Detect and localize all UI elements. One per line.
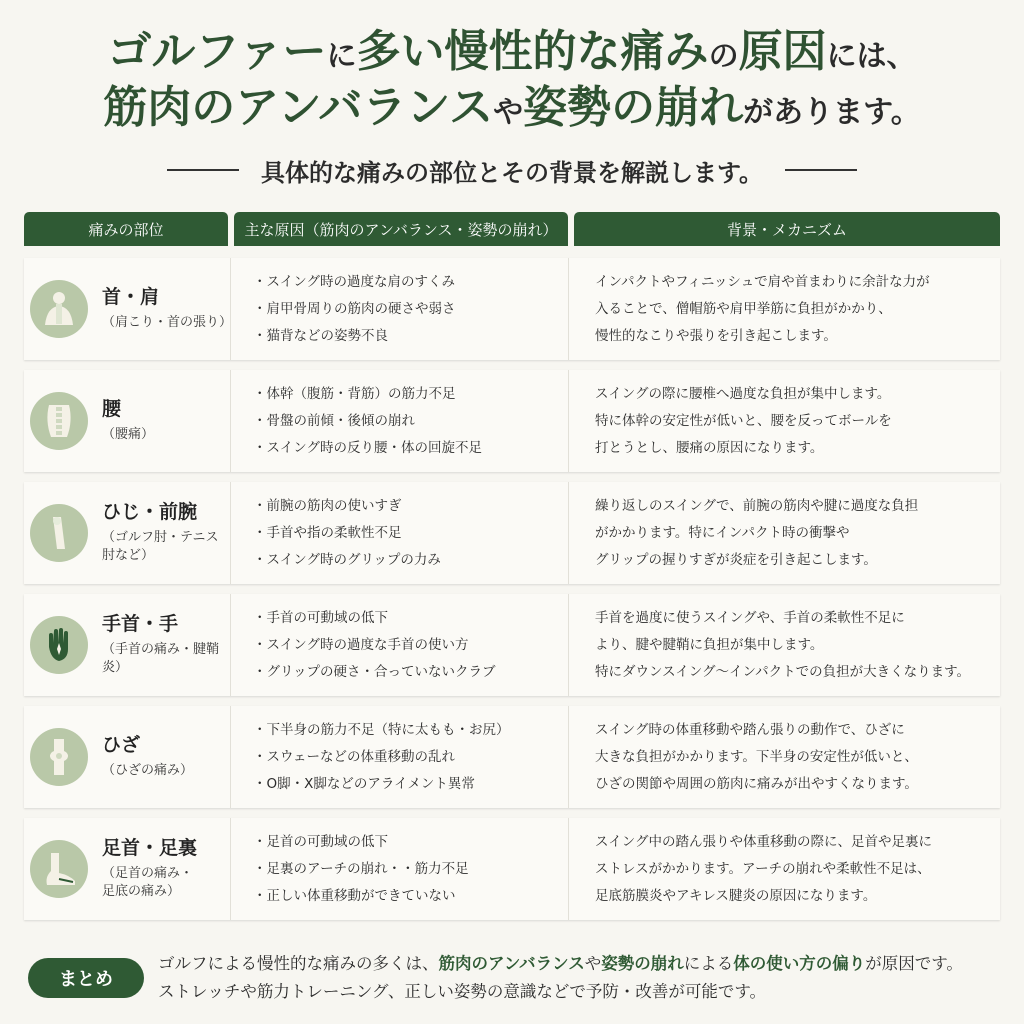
knee-icon [30,728,88,786]
cause-item: ・ 猫背などの姿勢不良 [253,323,456,350]
subtitle-row [0,150,1024,190]
headline-segment: や [493,95,524,131]
part-note: （腰痛） [102,426,155,442]
summary-line-2: ストレッチや筋力トレーニング、正しい姿勢の意識などで予防・改善が可能です。 [158,982,767,1001]
pain-site [102,612,230,678]
background-line: がかかります。特にインパクト時の衝撃や [595,524,850,541]
headline-segment: 姿勢の崩れ [523,82,744,134]
pain-site-cell [24,594,230,696]
part-name: 首・肩 [102,286,160,309]
cause-cell [230,258,568,360]
background-text [595,381,892,462]
background-line: ひざの関節や周囲の筋肉に痛みが出やすくなります。 [595,775,918,792]
part-name: 手首・手 [102,612,179,635]
summary-segment: が原因です。 [865,954,963,973]
header-pain-site: 痛みの部位 [24,212,228,246]
background-line: 足底筋膜炎やアキレス腱炎の原因になります。 [595,887,877,904]
cause-item: ・ スウェーなどの体重移動の乱れ [253,744,510,771]
cause-list [253,717,510,798]
table-row [24,594,1000,696]
background-text [595,717,918,798]
cause-list [253,829,469,910]
table-body [24,258,1000,920]
background-line: 特に体幹の安定性が低いと、腰を反ってボールを [595,412,892,429]
headline-segment: があります。 [743,95,921,131]
background-cell [568,706,1000,808]
background-line: スイング時の体重移動や踏ん張りの動作で、ひざに [595,721,905,738]
headline-line-2 [0,80,1024,136]
cause-cell [230,482,568,584]
background-line: 大きな負担がかかります。下半身の安定性が低いと、 [595,748,918,765]
pain-site [102,836,197,902]
ankle-foot-icon [30,840,88,898]
neck-shoulder-icon [30,280,88,338]
part-note: （ひざの痛み） [102,762,194,778]
headline-line-1 [0,24,1024,80]
pain-site [102,733,193,781]
subtitle: 具体的な痛みの部位とその背景を解説します。 [260,158,764,187]
cause-item: ・ 手首や指の柔軟性不足 [253,520,441,547]
cause-item: ・ 骨盤の前傾・後傾の崩れ [253,408,482,435]
summary-segment: ゴルフによる慢性的な痛みの多くは、 [158,954,439,973]
headline-segment: 原因 [738,26,827,77]
part-note: （肩こり・首の張り） [102,314,233,330]
headline-segment: 多い慢性的な痛み [356,26,709,77]
background-line: 特にダウンスイング〜インパクトでの負担が大きくなります。 [595,663,971,680]
summary-segment: による [683,954,734,973]
table-row [24,818,1000,920]
cause-item: ・ 手首の可動域の低下 [253,605,495,632]
cause-item: ・ スイング時のグリップの力み [253,547,441,574]
divider-left [167,169,239,171]
part-note-group [102,762,193,781]
header-background: 背景・メカニズム [574,212,1000,246]
background-cell [568,482,1000,584]
background-cell [568,594,1000,696]
pain-site [102,500,230,566]
part-note-group [102,865,197,903]
headline-segment: ゴルファー [107,26,327,77]
lower-back-icon [30,392,88,450]
summary-text [158,950,1024,1006]
background-line: 手首を過度に使うスイングや、手首の柔軟性不足に [595,609,905,626]
pain-site-cell [24,482,230,584]
part-note: （足首の痛み・ [102,865,194,881]
background-line: スイング中の踏ん張りや体重移動の際に、足首や足裏に [595,833,932,850]
elbow-forearm-icon [30,504,88,562]
cause-cell [230,594,568,696]
table-row [24,482,1000,584]
background-text [595,829,932,910]
cause-item: ・ スイング時の過度な手首の使い方 [253,632,495,659]
cause-item: ・ 体幹（腹筋・背筋）の筋力不足 [253,381,482,408]
background-text [595,605,970,686]
summary-highlight: 筋肉のアンバランス [438,954,585,973]
summary-highlight: 体の使い方の偏り [733,954,866,973]
headline [0,24,1024,137]
background-line: インパクトやフィニッシュで肩や首まわりに余計な力が [595,273,930,290]
part-note-group [102,641,230,679]
part-name: 腰 [102,398,122,421]
headline-segment: には、 [826,39,917,74]
part-name: ひじ・前腕 [102,500,198,523]
pain-site-cell [24,258,233,360]
cause-cell [230,818,568,920]
cause-item: ・ スイング時の反り腰・体の回旋不足 [253,435,482,462]
background-cell [568,818,1000,920]
part-note-group [102,314,233,333]
cause-item: ・ 下半身の筋力不足（特に太もも・お尻） [253,717,510,744]
table-row [24,258,1000,360]
background-line: 慢性的なこりや張りを引き起こします。 [595,327,837,344]
part-note-group [102,529,230,567]
part-note: （ゴルフ肘・テニス肘など） [102,529,219,564]
background-cell [568,258,1000,360]
background-line: スイングの際に腰椎へ過度な負担が集中します。 [595,385,891,402]
cause-item: ・ O脚・X脚などのアライメント異常 [253,771,510,798]
pain-site [102,397,154,445]
wrist-hand-icon [30,616,88,674]
background-line: 繰り返しのスイングで、前腕の筋肉や腱に過度な負担 [595,497,919,514]
background-line: 打とうとし、腰痛の原因になります。 [595,439,824,456]
cause-item: ・ 肩甲骨周りの筋肉の硬さや弱さ [253,296,456,323]
cause-item: ・ 足首の可動域の低下 [253,829,469,856]
cause-list [253,269,456,350]
summary-segment: や [584,954,602,973]
headline-segment: に [326,39,357,74]
cause-item: ・ グリップの硬さ・合っていないクラブ [253,659,495,686]
background-text [595,493,918,574]
summary-line-1 [158,950,1024,978]
cause-item: ・ 足裏のアーチの崩れ・・筋力不足 [253,856,469,883]
background-line: 入ることで、僧帽筋や肩甲挙筋に負担がかかり、 [595,300,892,317]
cause-list [253,493,441,574]
pain-site-cell [24,706,230,808]
background-cell [568,370,1000,472]
cause-list [253,605,495,686]
cause-cell [230,706,568,808]
summary-badge: まとめ [28,958,144,998]
headline-segment: の [708,39,739,74]
pain-site-cell [24,370,230,472]
part-note: （手首の痛み・腱鞘炎） [102,641,220,676]
table-row [24,706,1000,808]
cause-item: ・ 前腕の筋肉の使いすぎ [253,493,441,520]
divider-right [785,169,857,171]
background-text [595,269,930,350]
cause-list [253,381,482,462]
pain-site [102,285,233,333]
background-line: より、腱や腱鞘に負担が集中します。 [595,636,824,653]
cause-cell [230,370,568,472]
summary-highlight: 姿勢の崩れ [601,954,684,973]
pain-table [24,212,1000,930]
part-name: ひざ [102,734,141,757]
part-note-group [102,426,154,445]
header-main-cause: 主な原因（筋肉のアンバランス・姿勢の崩れ） [234,212,568,246]
part-note: 足底の痛み） [102,884,181,900]
background-line: ストレスがかかります。アーチの崩れや柔軟性不足は、 [595,860,931,877]
cause-item: ・ 正しい体重移動ができていない [253,883,469,910]
cause-item: ・ スイング時の過度な肩のすくみ [253,269,456,296]
summary [28,950,1008,1010]
table-header [24,212,1000,246]
table-row [24,370,1000,472]
headline-segment: 筋肉のアンバランス [103,82,494,134]
part-name: 足首・足裏 [102,836,198,859]
pain-site-cell [24,818,230,920]
background-line: グリップの握りすぎが炎症を引き起こします。 [595,551,877,568]
